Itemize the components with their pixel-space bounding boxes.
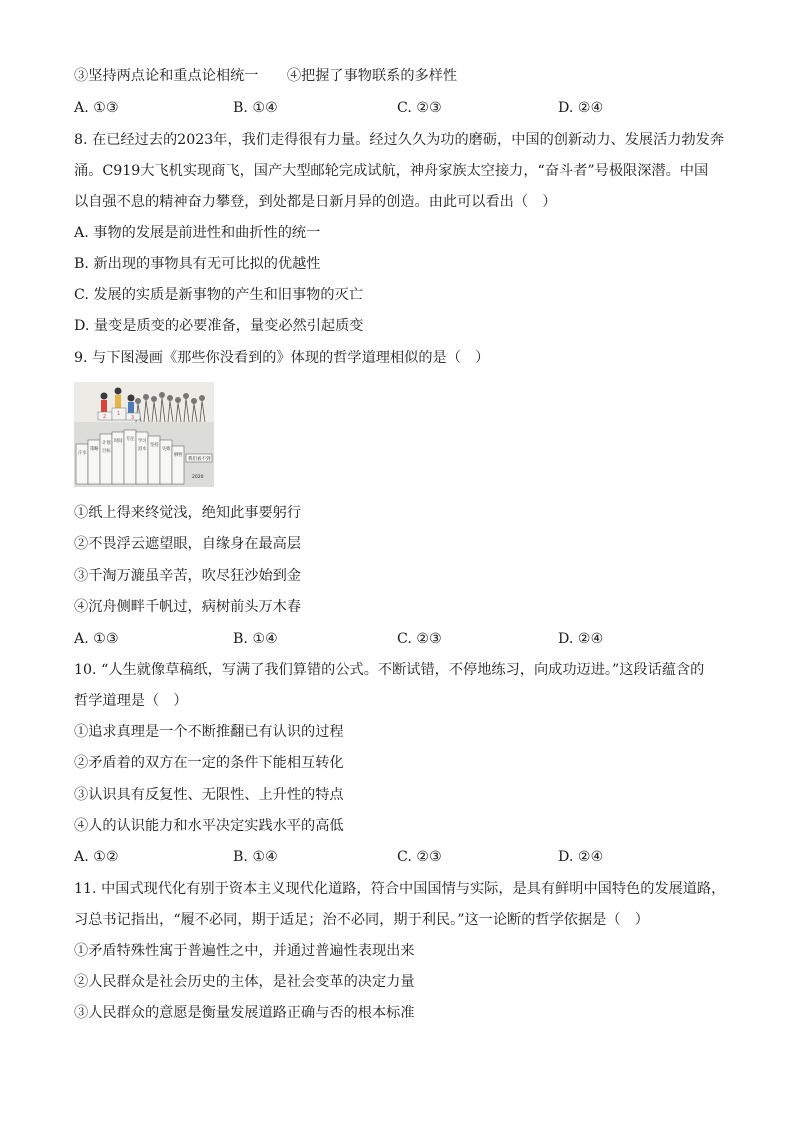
cartoon-step-2: 策略 — [90, 447, 99, 452]
q10-option-c: C. ②③ — [397, 849, 442, 865]
q8-stem-line-1: 8. 在已经过去的2023年，我们走得很有力量。经过久久为功的磨砺，中国的创新动力、发展活力勃发奔 — [74, 132, 725, 148]
q10-statement-3: ③认识具有反复性、无限性、上升性的特点 — [74, 787, 344, 803]
q10-statement-1: ①追求真理是一个不断推翻已有认识的过程 — [74, 724, 344, 740]
podium-plate-1: 1 — [117, 411, 121, 417]
q7-statement-line: ③坚持两点论和重点论相统一 ④把握了事物联系的多样性 — [74, 68, 458, 84]
cartoon-step-3: 计划 — [102, 441, 111, 446]
cartoon-step-5: 时间 — [114, 439, 123, 444]
q10-statement-4: ④人的认识能力和水平决定实践水平的高低 — [74, 818, 344, 834]
q9-statement-2: ②不畏浮云遮望眼，自缘身在最高层 — [74, 536, 302, 552]
q9-option-c: C. ②③ — [397, 631, 442, 647]
q11-stem-line-2: 习总书记指出，“履不必同，期于适足；治不必同，期于利民。”这一论断的哲学依据是（ ） — [74, 912, 649, 928]
cartoon-step-10: 失败 — [162, 447, 171, 452]
cartoon-step-6: 专注 — [126, 437, 135, 442]
q8-stem-line-2: 涌。C919大飞机实现商飞，国产大型邮轮完成试航，神舟家族太空接力，“奋斗者”号极限深潜。中国 — [74, 163, 709, 179]
cartoon-step-11: 牺牲 — [174, 453, 183, 458]
q9-statement-4: ④沉舟侧畔千帆过，病树前头万木春 — [74, 599, 302, 615]
q10-stem-line-2: 哲学道理是（ ） — [74, 693, 188, 709]
cartoon-step-9: 坚持 — [150, 443, 159, 448]
q8-choice-a: A. 事物的发展是前进性和曲折性的统一 — [74, 225, 321, 241]
podium-plate-2: 2 — [103, 414, 107, 420]
cartoon-image — [74, 382, 214, 487]
q7-option-b: B. ①④ — [233, 100, 278, 116]
q10-option-a: A. ①② — [74, 849, 119, 865]
cartoon-step-7: 学习 — [138, 439, 147, 444]
cartoon-sign: 我们看不到 — [188, 457, 211, 462]
q9-option-d: D. ②④ — [558, 631, 604, 647]
q9-option-b: B. ①④ — [233, 631, 278, 647]
cartoon-step-8: 泪水 — [138, 447, 147, 452]
q9-statement-3: ③千淘万漉虽辛苦，吹尽狂沙始到金 — [74, 568, 302, 584]
cartoon-step-1: 汗水 — [78, 451, 87, 456]
q10-statement-2: ②矛盾着的双方在一定的条件下能相互转化 — [74, 755, 344, 771]
q11-stem-line-1: 11. 中国式现代化有别于资本主义现代化道路，符合中国国情与实际，是具有鲜明中国特色的发展道路， — [74, 881, 726, 897]
q10-option-b: B. ①④ — [233, 849, 278, 865]
q7-option-a: A. ①③ — [74, 100, 119, 116]
q9-statement-1: ①纸上得来终觉浅，绝知此事要躬行 — [74, 505, 302, 521]
q9-option-a: A. ①③ — [74, 631, 119, 647]
podium-plate-3: 3 — [131, 415, 135, 421]
q7-option-c: C. ②③ — [397, 100, 442, 116]
cartoon-tag: 2020 — [192, 475, 204, 480]
cartoon-step-4: 目标 — [102, 449, 111, 454]
q11-statement-1: ①矛盾特殊性寓于普遍性之中，并通过普遍性表现出来 — [74, 943, 415, 959]
q11-statement-3: ③人民群众的意愿是衡量发展道路正确与否的根本标准 — [74, 1005, 415, 1021]
q7-option-d: D. ②④ — [558, 100, 604, 116]
q9-stem: 9. 与下图漫画《那些你没看到的》体现的哲学道理相似的是（ ） — [74, 350, 490, 366]
q8-choice-c: C. 发展的实质是新事物的产生和旧事物的灭亡 — [74, 287, 363, 303]
q10-stem-line-1: 10. “人生就像草稿纸，写满了我们算错的公式。不断试错，不停地练习，向成功迈进。”这段话蕴含的 — [74, 662, 705, 678]
q8-choice-d: D. 量变是质变的必要准备，量变必然引起质变 — [74, 318, 364, 334]
q10-option-d: D. ②④ — [558, 849, 604, 865]
q11-statement-2: ②人民群众是社会历史的主体，是社会变革的决定力量 — [74, 974, 415, 990]
q8-stem-line-3: 以自强不息的精神奋力攀登，到处都是日新月异的创造。由此可以看出（ ） — [74, 194, 557, 210]
q8-choice-b: B. 新出现的事物具有无可比拟的优越性 — [74, 256, 321, 272]
